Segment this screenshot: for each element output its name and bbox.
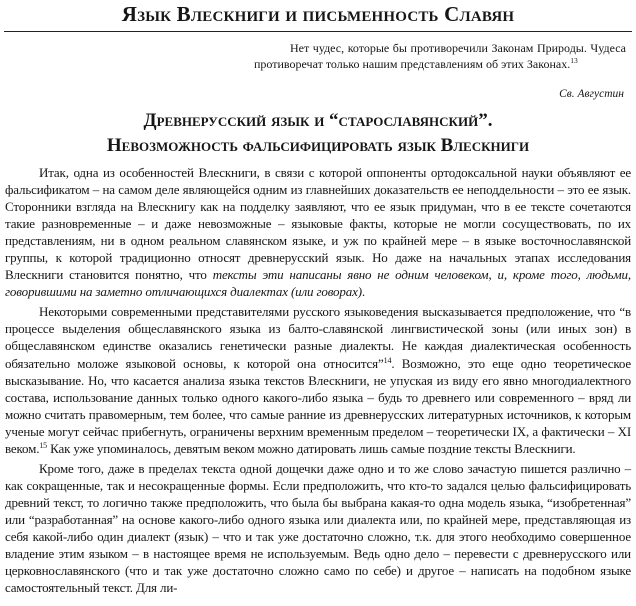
epigraph-text: Нет чудес, которые бы противоречили Законам Природы. Чудеса противоречат только нашим представлениям об этих Законах. (254, 41, 626, 71)
footnote-ref-15[interactable]: 15 (39, 440, 48, 450)
running-title: Язык Влескниги и письменность Славян (121, 2, 515, 26)
section-title-line2: Невозможность фальсифицировать язык Влескниги (106, 135, 530, 156)
paragraph-1-italic: тексты эти написаны явно не одним человеком, и, кроме того, людьми, говорившими на заметно отличающихся диалектах (или говорах) (5, 267, 631, 300)
paragraph-1-text: Итак, одна из особенностей Влескниги, в связи с которой оппоненты ортодоксальной науки объявляют ее фальсификатом – на самом деле являющейся одним из главнейших доказательств ее неподдельности – это ее язык. Сторонники взгляда на Влескнигу как на подделку заявляют, что ее язык придуман, что в ее тексте сочетаются такие разновременные – и даже невозможные – языковые факты, которые не могли сосуществовать, по их представлениям, ни в одном реальном славянском языке, и уж по крайней мере – в языке восточнославянской группы, к которой традиционно относят древнерусский язык. Но даже на начальных этапах исследования Влескниги становится понятно, что (5, 165, 631, 283)
epigraph-author: Св. Августин (559, 88, 624, 100)
paragraph-2-part2: . Возможно, это еще одно теоретическое высказывание. Но, что касается анализа языка текстов Влескниги, не упуская из виду его явно многодиалектного состава, использование данных только одного какого-либо языка – будь то древнего или современного – вряд ли можно считать правомерным, тем более, что самые ранние из древнерусских литературных источников, к которым ученые могут сейчас прибегнуть, ограничены верхним временным пределом – теоретически IX, а фактически – XI веком. (5, 355, 631, 456)
header-rule (4, 31, 632, 32)
epigraph-footnote-ref[interactable]: 13 (570, 55, 578, 65)
paragraph-1-end: . (361, 284, 366, 300)
footnote-ref-14[interactable]: 14 (383, 355, 392, 365)
paragraph-2-part1: Некоторыми современными представителями русского языковедения высказывается предположение, что “в процессе выделения общеславянского языка из балто-славянской лингвистической зоны (или иных зон) в общеславянском единстве оказались генетически разные диалекты. Не каждая диалектическая особенность обязательно моложе языковой основы, к которой она относится” (5, 304, 631, 371)
paragraph-2-part3: Как уже упоминалось, девятым веком можно датировать лишь самые поздние тексты Влескниги. (47, 440, 576, 456)
body-text (5, 164, 631, 596)
paragraph-1 (5, 164, 631, 300)
paragraph-3: Кроме того, даже в пределах текста одной дощечки даже одно и то же слово зачастую пишется различно – как сокращенные, так и несокращенные формы. Если предположить, что кто-то задался целью фальсифицировать древний текст, то логично также предположить, что была бы выбрана какая-то одна модель языка, “изобретенная” или “разработанная” на основе какого-либо одного языка или диалекта или, по крайней мере, представляющая из себя какой-либо один диалект (язык) – что и так уже достаточно сложно, т.к. для этого необходимо совершенное владение этим языком – в настоящее время не используемым. Ведь одно дело – перевести с древнерусского или церковнославянского (что и так уже достаточно сложно само по себе) и другое – написать на подобном языке самостоятельный текст. Для ли- (5, 460, 631, 596)
paragraph-2 (5, 303, 631, 456)
epigraph (254, 41, 626, 72)
section-title-line1: Древнерусский язык и “старославянский”. (143, 110, 493, 131)
